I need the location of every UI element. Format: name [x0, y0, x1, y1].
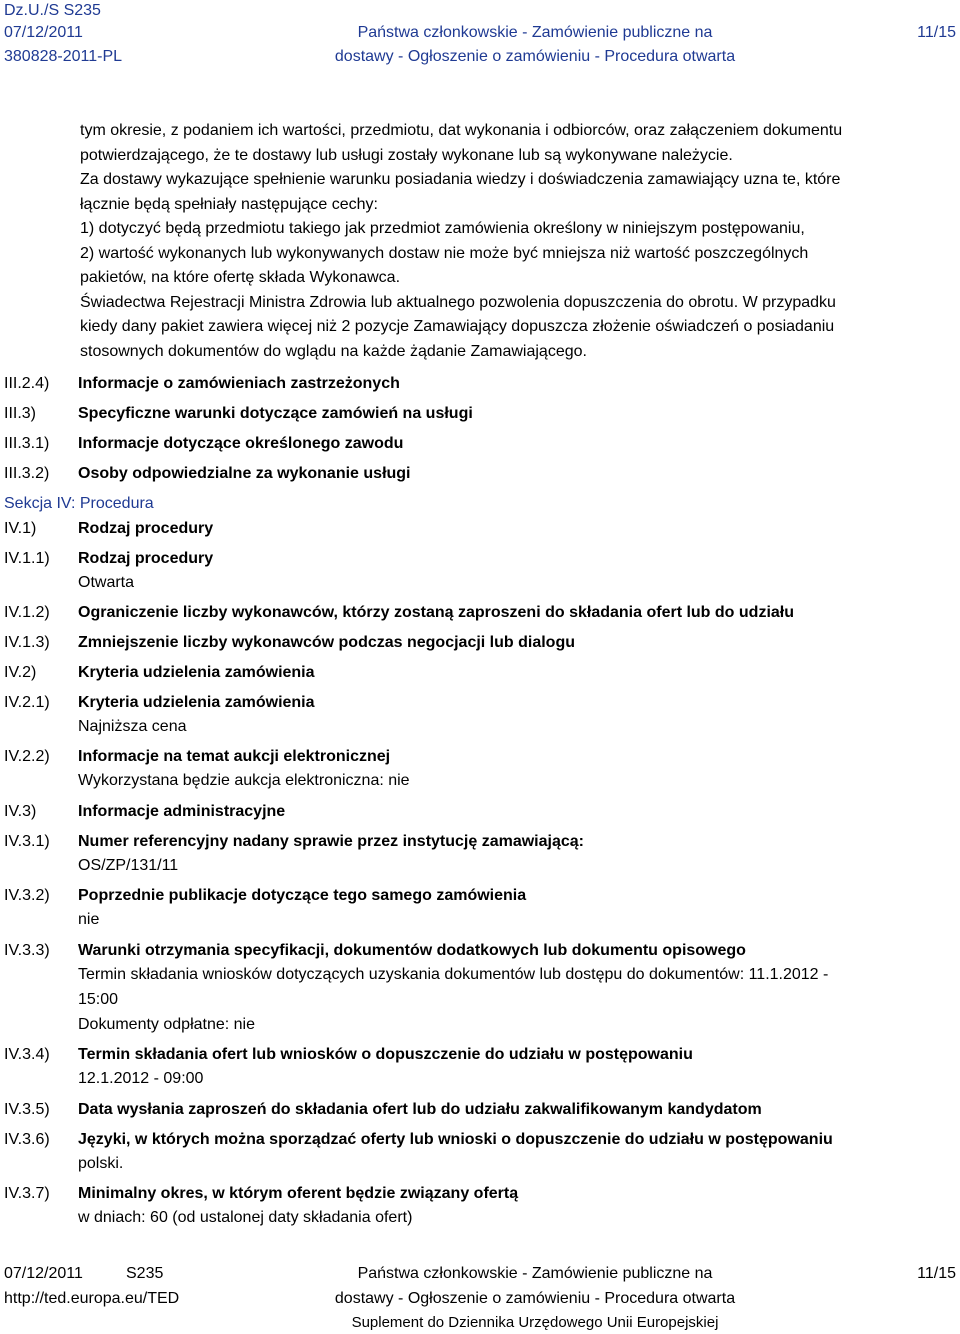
section-value-line: Dokumenty odpłatne: nie [78, 1016, 255, 1033]
section-number: IV.3.4) [4, 1046, 50, 1063]
section-value-line: 15:00 [78, 991, 119, 1008]
section-value: polski. [78, 1155, 124, 1172]
section-value: nie [78, 911, 100, 928]
section-heading: Minimalny okres, w którym oferent będzie związany ofertą [78, 1185, 519, 1202]
footer-title-line1: Państwa członkowskie - Zamówienie publiczne na [357, 1265, 713, 1282]
section-heading: Specyficzne warunki dotyczące zamówień na usługi [78, 405, 473, 422]
section-heading: Informacje na temat aukcji elektronicznej [78, 748, 391, 765]
section-number: IV.2.2) [4, 748, 50, 765]
footer-page-number: 11/15 [917, 1265, 956, 1282]
footer-title-line2: dostawy - Ogłoszenie o zamówieniu - Procedura otwarta [334, 1290, 736, 1307]
section-value: Wykorzystana będzie aukcja elektroniczna: nie [78, 772, 410, 789]
section-heading: Data wysłania zaproszeń do składania ofert lub do udziału zakwalifikowanym kandydatom [78, 1101, 762, 1118]
section-value: 12.1.2012 - 09:00 [78, 1070, 204, 1087]
intro-line: Świadectwa Rejestracji Ministra Zdrowia lub aktualnego pozwolenia dopuszczenia do obrotu. W przypadku [80, 293, 836, 311]
section-value: w dniach: 60 (od ustalonej daty składania ofert) [78, 1209, 413, 1226]
section-heading: Termin składania ofert lub wniosków o dopuszczenie do udziału w postępowaniu [78, 1046, 693, 1063]
section-heading: Numer referencyjny nadany sprawie przez instytucję zamawiającą: [78, 833, 584, 850]
section-heading: Osoby odpowiedzialne za wykonanie usługi [78, 465, 411, 482]
section-heading: Ograniczenie liczby wykonawców, którzy zostaną zaproszeni do składania ofert lub do udziału [78, 604, 794, 621]
section-number: IV.1) [4, 520, 37, 537]
section-heading: Kryteria udzielenia zamówienia [78, 694, 315, 711]
intro-line: 1) dotyczyć będą przedmiotu takiego jak przedmiot zamówienia określony w niniejszym postępowaniu, [80, 220, 805, 237]
intro-line: potwierdzającego, że te dostawy lub usługi zostały wykonane lub są wykonywane należycie. [80, 146, 733, 164]
section-number: IV.3.1) [4, 833, 50, 850]
section-number: III.3.2) [4, 465, 50, 482]
section-number: IV.3.6) [4, 1131, 50, 1148]
section-number: IV.3.2) [4, 887, 50, 904]
section-heading: Kryteria udzielenia zamówienia [78, 664, 315, 681]
header-title-line1: Państwa członkowskie - Zamówienie publiczne na [357, 24, 713, 41]
footer-date: 07/12/2011 [4, 1265, 83, 1282]
intro-line: Za dostawy wykazujące spełnienie warunku posiadania wiedzy i doświadczenia zamawiający uzna te, które [80, 171, 841, 188]
intro-line: kiedy dany pakiet zawiera więcej niż 2 pozycje Zamawiający dopuszcza złożenie oświadczeń o posiadaniu [80, 318, 835, 335]
header-date: 07/12/2011 [4, 24, 83, 41]
journal-ref: Dz.U./S S235 [4, 2, 101, 19]
section-number: IV.1.2) [4, 604, 50, 621]
section-number: IV.1.3) [4, 634, 50, 651]
section-heading: Języki, w których można sporządzać oferty lub wnioski o dopuszczenie do udziału w postępowaniu [78, 1131, 833, 1148]
section-number: IV.3.3) [4, 942, 50, 959]
header-title-line2: dostawy - Ogłoszenie o zamówieniu - Procedura otwarta [334, 48, 736, 65]
section-heading: Informacje o zamówieniach zastrzeżonych [78, 375, 400, 392]
header-page-number: 11/15 [917, 24, 956, 41]
section-number: IV.3.5) [4, 1101, 50, 1118]
section-number: III.2.4) [4, 375, 50, 392]
footer-title-line3: Suplement do Dziennika Urzędowego Unii Europejskiej [351, 1314, 719, 1331]
section-value-line: Termin składania wniosków dotyczących uzyskania dokumentów lub dostępu do dokumentów: 11.1.2012 - [78, 966, 829, 983]
section-value: Otwarta [78, 574, 135, 591]
section-number: III.3.1) [4, 435, 50, 452]
section-value: Najniższa cena [78, 718, 187, 735]
section-number: IV.3.7) [4, 1185, 50, 1202]
section-number: IV.2) [4, 664, 37, 681]
section-value: OS/ZP/131/11 [78, 857, 179, 874]
intro-line: łącznie będą spełniały następujące cechy: [80, 195, 378, 213]
section-heading: Rodzaj procedury [78, 520, 214, 537]
intro-line: stosownych dokumentów do wglądu na każde żądanie Zamawiającego. [80, 342, 587, 360]
footer-url-link[interactable]: http://ted.europa.eu/TED [4, 1290, 180, 1307]
intro-paragraph [80, 119, 950, 364]
section-heading: Poprzednie publikacje dotyczące tego samego zamówienia [78, 887, 527, 904]
section-number: IV.2.1) [4, 694, 50, 711]
section-number: IV.1.1) [4, 550, 50, 567]
section-heading: Warunki otrzymania specyfikacji, dokumentów dodatkowych lub dokumentu opisowego [78, 942, 746, 959]
intro-line: 2) wartość wykonanych lub wykonywanych dostaw nie może być mniejsza niż wartość poszczególnych [80, 244, 809, 262]
section-heading: Zmniejszenie liczby wykonawców podczas negocjacji lub dialogu [78, 634, 575, 651]
section-heading: Informacje administracyjne [78, 803, 286, 820]
section-number: IV.3) [4, 803, 37, 820]
section-number: III.3) [4, 405, 37, 422]
intro-line: pakietów, na które ofertę składa Wykonawca. [80, 269, 401, 286]
footer-issue: S235 [126, 1265, 164, 1282]
header-doc-number: 380828-2011-PL [4, 48, 123, 65]
section-title: Sekcja IV: Procedura [4, 495, 154, 512]
section-heading: Informacje dotyczące określonego zawodu [78, 435, 404, 452]
intro-line: tym okresie, z podaniem ich wartości, przedmiotu, dat wykonania i odbiorców, oraz załączeniem dokumentu [80, 122, 843, 139]
section-heading: Rodzaj procedury [78, 550, 214, 567]
